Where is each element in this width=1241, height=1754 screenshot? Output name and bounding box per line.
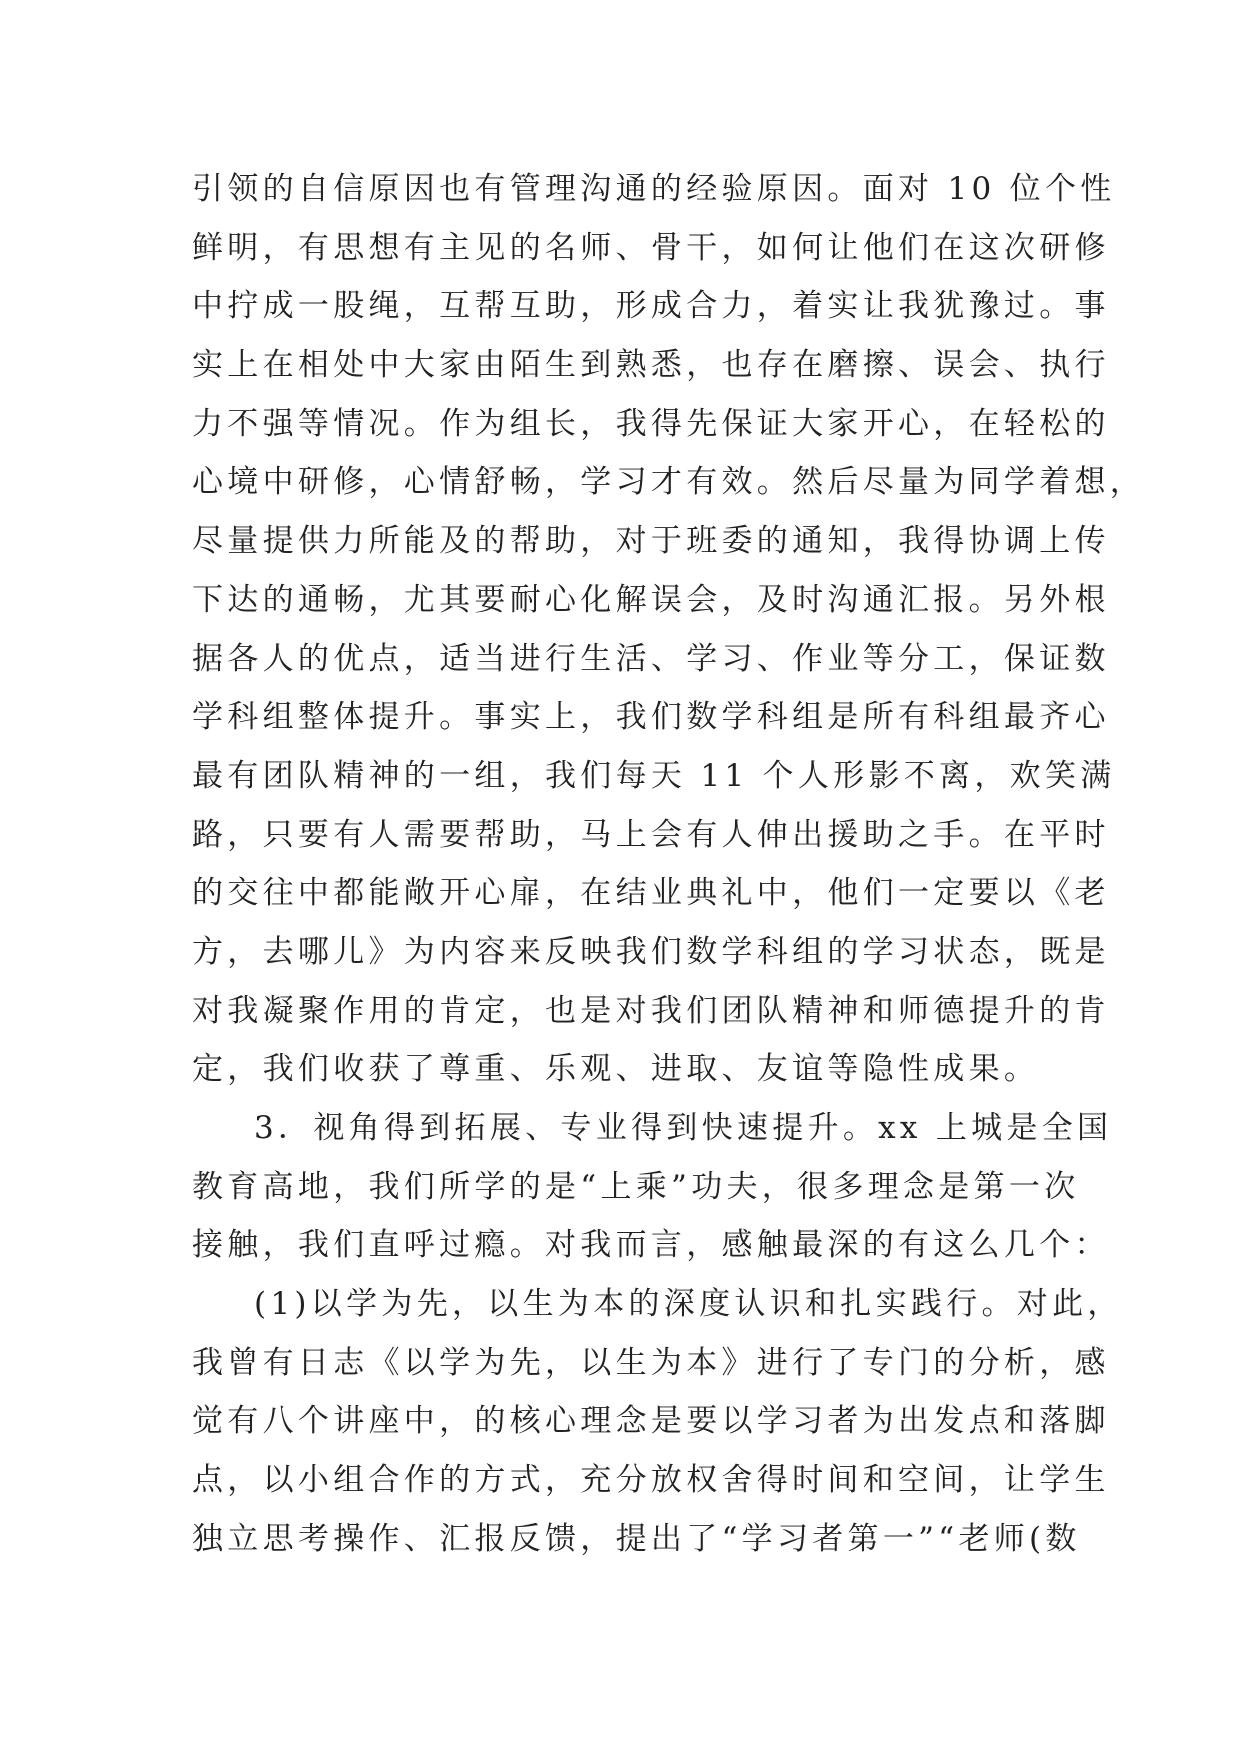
text-line: 独立思考操作、汇报反馈，提出了“学习者第一”“老师(数: [192, 1520, 1081, 1557]
text-line: 下达的通畅，尤其要耐心化解误会，及时沟通汇报。另外根: [192, 581, 1110, 618]
text-line: 引领的自信原因也有管理沟通的经验原因。面对 10 位个性: [192, 171, 1116, 207]
list-item-line: (1)以学为先，以生为本的深度认识和扎实践行。对此，: [254, 1286, 1123, 1323]
text-line: 路，只要有人需要帮助，马上会有人伸出援助之手。在平时: [192, 816, 1110, 853]
text-line: 对我凝聚作用的肯定，也是对我们团队精神和师德提升的肯: [192, 992, 1110, 1029]
text-line: 觉有八个讲座中，的核心理念是要以学习者为出发点和落脚: [192, 1403, 1110, 1440]
text-line: 定，我们收获了尊重、乐观、进取、友谊等隐性成果。: [192, 1051, 1040, 1088]
text-line: 最有团队精神的一组，我们每天 11 个人形影不离，欢笑满: [192, 757, 1116, 794]
text-line: 学科组整体提升。事实上，我们数学科组是所有科组最齐心: [192, 699, 1110, 736]
text-line: 点，以小组合作的方式，充分放权舍得时间和空间，让学生: [192, 1462, 1110, 1499]
text-line: 中拧成一股绳，互帮互助，形成合力，着实让我犹豫过。事: [192, 288, 1110, 325]
text-line: 接触，我们直呼过瘾。对我而言，感触最深的有这么几个：: [192, 1227, 1110, 1264]
text-line: 实上在相处中大家由陌生到熟悉，也存在磨擦、误会、执行: [192, 347, 1110, 384]
text-line: 心境中研修，心情舒畅，学习才有效。然后尽量为同学着想，: [192, 464, 1146, 501]
text-line: 尽量提供力所能及的帮助，对于班委的通知，我得协调上传: [192, 523, 1110, 560]
text-line: 据各人的优点，适当进行生活、学习、作业等分工，保证数: [192, 640, 1110, 677]
section-heading-line: 3．视角得到拓展、专业得到快速提升。xx 上城是全国: [254, 1110, 1113, 1146]
text-line: 的交往中都能敞开心扉，在结业典礼中，他们一定要以《老: [192, 875, 1110, 912]
text-line: 我曾有日志《以学为先，以生为本》进行了专门的分析，感: [192, 1344, 1110, 1381]
body-text: [192, 160, 1146, 1569]
text-line: 力不强等情况。作为组长，我得先保证大家开心，在轻松的: [192, 405, 1110, 442]
text-line: 方，去哪儿》为内容来反映我们数学科组的学习状态，既是: [192, 933, 1110, 970]
text-line: 教育高地，我们所学的是“上乘”功夫，很多理念是第一次: [192, 1168, 1080, 1205]
text-line: 鲜明，有思想有主见的名师、骨干，如何让他们在这次研修: [192, 229, 1110, 266]
